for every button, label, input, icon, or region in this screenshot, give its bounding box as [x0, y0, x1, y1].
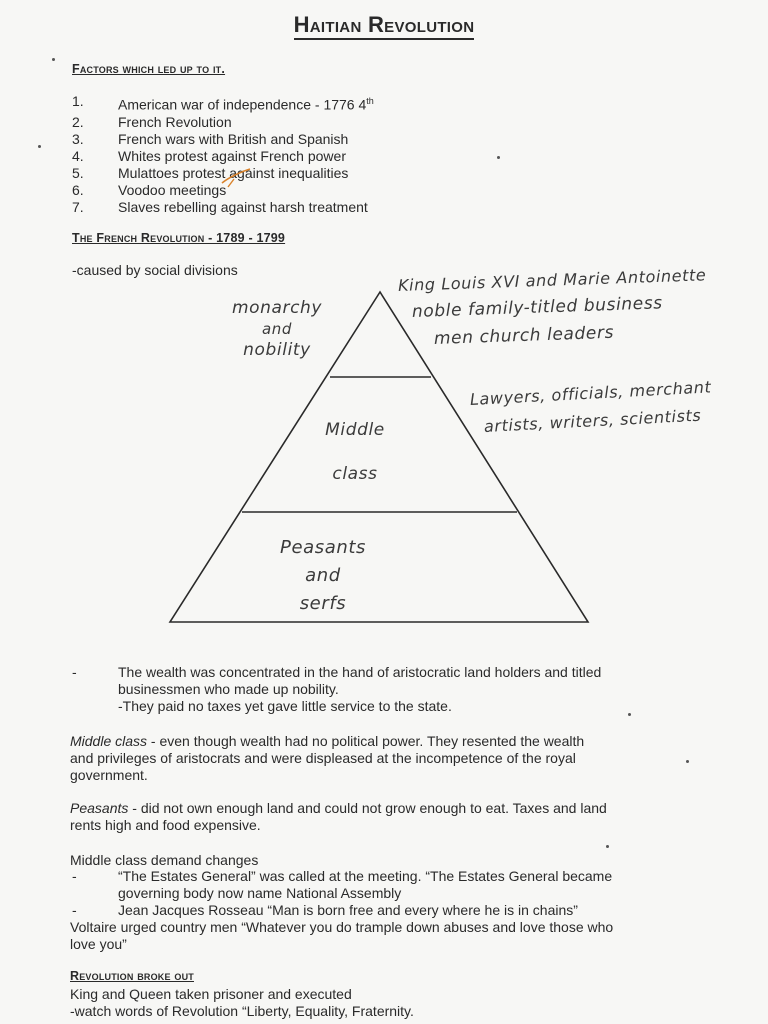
list-item: 1. American war of independence - 1776 4th: [72, 93, 374, 113]
demands-dash-1: -: [72, 868, 77, 884]
peasants-paragraph: Peasants - did not own enough land and could not grow enough to eat. Taxes and land rents high and food expensive.: [70, 800, 607, 833]
pyramid-bottom-label: Peasants and serfs: [279, 537, 366, 614]
french-revolution-heading: The French Revolution - 1789 - 1799: [72, 231, 286, 245]
revolution-paragraph: King and Queen taken prisoner and executed -watch words of Revolution “Liberty, Equality, Fraternity.: [70, 986, 414, 1019]
scan-speck: [606, 845, 609, 848]
page-title: Haitian Revolution: [0, 12, 768, 38]
scan-speck: [686, 760, 689, 763]
orange-check-mark-icon: [218, 165, 254, 191]
middle-class-paragraph: Middle class - even though wealth had no political power. They resented the wealth and privileges of aristocrats and were displeased at the incompetence of the royal government.: [70, 733, 585, 783]
scan-speck: [38, 145, 41, 148]
factors-list: [72, 93, 374, 216]
list-item: 5. Mulattoes protest against inequalities: [72, 164, 349, 181]
scan-speck: [628, 713, 631, 716]
revolution-heading: Revolution broke out: [70, 969, 194, 983]
list-item: 7. Slaves rebelling against harsh treatment: [72, 198, 368, 215]
demands-heading: Middle class demand changes: [70, 852, 259, 868]
list-item: 2. French Revolution: [72, 113, 232, 130]
voltaire-paragraph: Voltaire urged country men “Whatever you do trample down abuses and love those who love you”: [70, 919, 614, 952]
demands-dash-2: -: [72, 902, 77, 918]
list-item: 6. Voodoo meetings: [72, 181, 227, 198]
caused-by-text: -caused by social divisions: [72, 262, 238, 278]
scan-speck: [52, 58, 55, 61]
list-item: 4. Whites protest against French power: [72, 147, 346, 164]
wealth-dash: -: [72, 664, 77, 680]
scan-speck: [497, 156, 500, 159]
pyramid-top-label: monarchy and nobility: [231, 298, 323, 360]
estates-general-item: “The Estates General” was called at the meeting. “The Estates General became governing body now name National Assembly: [118, 868, 613, 901]
pyramid-middle-label: Middle class: [325, 420, 385, 484]
rosseau-item: Jean Jacques Rosseau “Man is born free and every where he is in chains”: [118, 902, 578, 918]
wealth-paragraph: The wealth was concentrated in the hand of aristocratic land holders and titled businessmen who made up nobility. -They paid no taxes yet gave little service to the state.: [118, 664, 602, 714]
pyramid-middle-note: Lawyers, officials, merchant artists, writers, scientists: [469, 377, 712, 436]
factors-heading: Factors which led up to it.: [72, 62, 226, 76]
list-item: 3. French wars with British and Spanish: [72, 130, 349, 147]
pyramid-top-note: King Louis XVI and Marie Antoinette noble family-titled business men church leaders: [397, 265, 707, 349]
